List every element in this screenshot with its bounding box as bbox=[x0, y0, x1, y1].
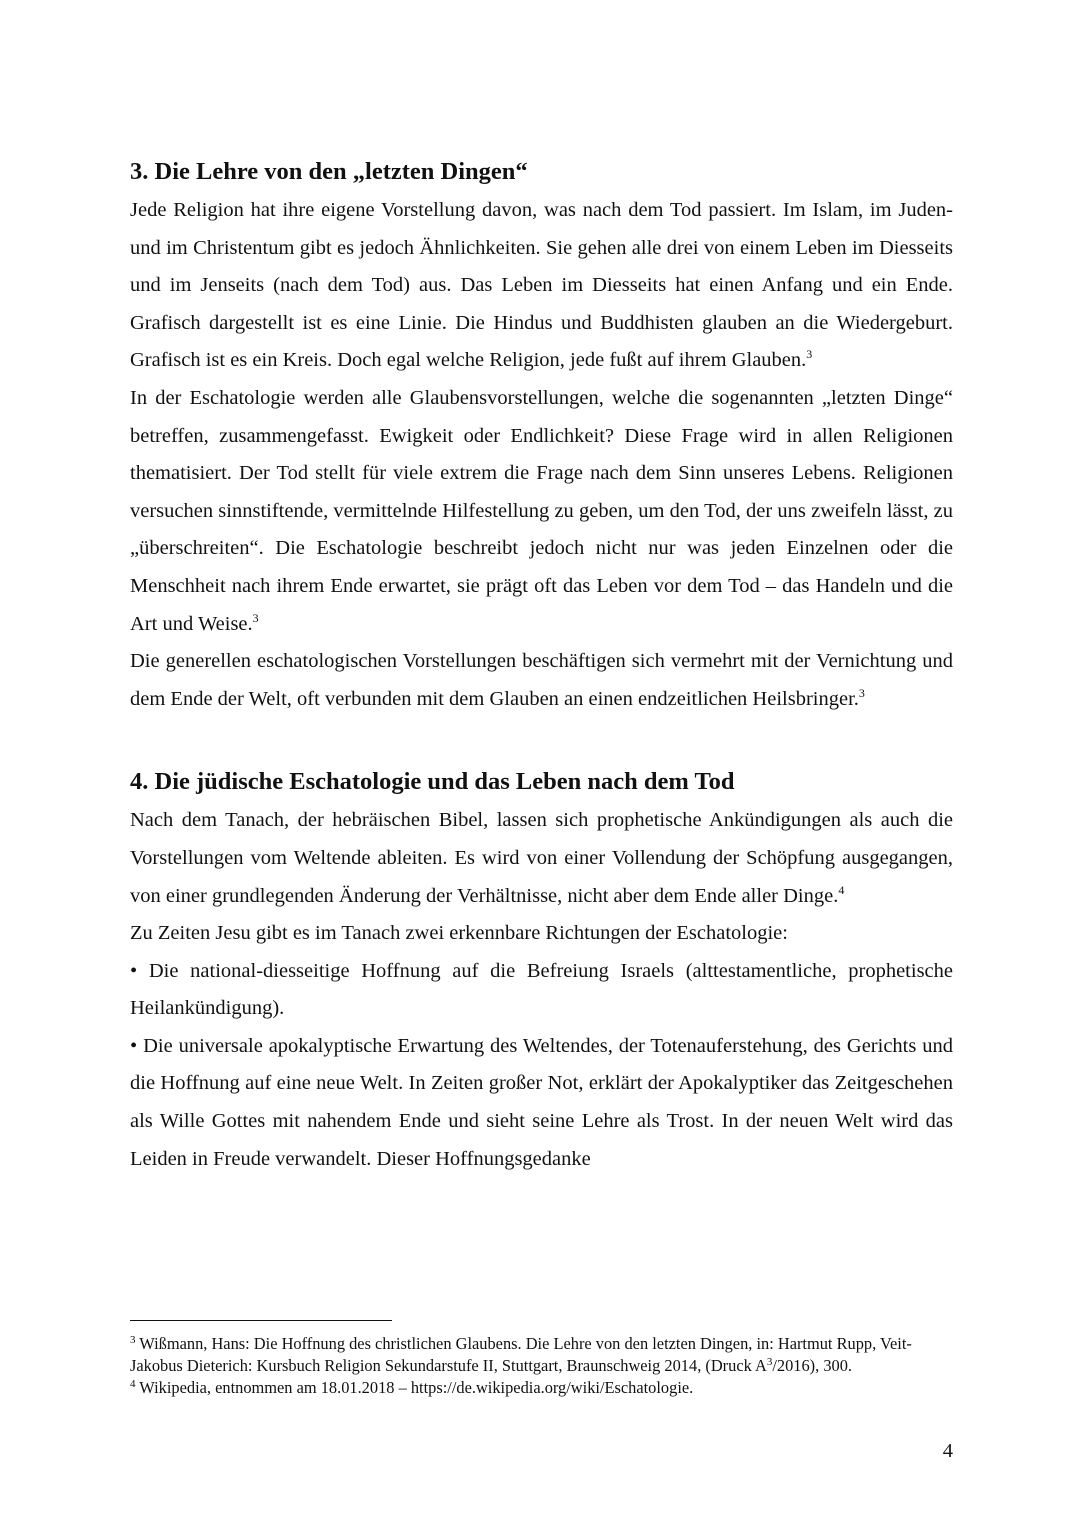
section-4-heading: 4. Die jüdische Eschatologie und das Leben nach dem Tod bbox=[130, 768, 735, 796]
section-4-bullet-1: • Die national-diesseitige Hoffnung auf die Befreiung Israels (alttestamentliche, prophetische Heilankündigung). bbox=[130, 959, 953, 1020]
page-number: 4 bbox=[942, 1440, 953, 1462]
section-4-paragraph-1: Nach dem Tanach, der hebräischen Bibel, lassen sich prophetische Ankündigungen als auch die Vorstellungen vom Weltende ableiten. Es wird von einer Vollendung der Schöpfung ausgegangen, von einer grundlegenden Änderung der Verhältnisse, nicht aber dem Ende aller Dinge.$^4$ bbox=[130, 809, 953, 907]
footnote-ref: 3 bbox=[806, 347, 813, 362]
section-4-paragraph-2: Zu Zeiten Jesu gibt es im Tanach zwei erkennbare Richtungen der Eschatologie: bbox=[130, 922, 788, 945]
footnote-3: $^3$ Wißmann, Hans: Die Hoffnung des christlichen Glaubens. Die Lehre von den letzten Dingen, in: Hartmut Rupp, Veit-Jakobus Dieterich: Kursbuch Religion Sekundarstufe II, Stuttgart, Braunschweig 2014, (Druck $A^3/2016$), 300. bbox=[130, 1334, 912, 1375]
page-body bbox=[130, 152, 953, 1178]
footnote-divider bbox=[130, 1320, 392, 1321]
footnote-ref: 3 bbox=[252, 610, 259, 625]
section-3-paragraph-1: Jede Religion hat ihre eigene Vorstellung davon, was nach dem Tod passiert. Im Islam, im Juden- und im Christentum gibt es jedoch Ähnlichkeiten. Sie gehen alle drei von einem Leben im Diesseits und im Jenseits (nach dem Tod) aus. Das Leben im Diesseits hat einen Anfang und ein Ende. Grafisch dargestellt ist es eine Linie. Die Hindus und Buddhisten glauben an die Wiedergeburt. Grafisch ist es ein Kreis. Doch egal welche Religion, jede fußt auf ihrem Glauben.$^3$ bbox=[130, 199, 953, 372]
footnote-4: $^4$ Wikipedia, entnommen am 18.01.2018 – https://de.wikipedia.org/wiki/Eschatologie. bbox=[130, 1378, 694, 1397]
section-4-bullet-2: • Die universale apokalyptische Erwartung des Weltendes, der Totenauferstehung, des Gerichts und die Hoffnung auf eine neue Welt. In Zeiten großer Not, erklärt der Apokalyptiker das Zeitgeschehen als Wille Gottes mit nahendem Ende und sieht seine Lehre als Trost. In der neuen Welt wird das Leiden in Freude verwandelt. Dieser Hoffnungsgedanke bbox=[130, 1034, 953, 1170]
footnote-ref: 4 bbox=[838, 882, 845, 897]
footnote-ref: 3 bbox=[858, 685, 865, 700]
section-3-heading: 3. Die Lehre von den „letzten Dingen“ bbox=[130, 158, 528, 185]
footnotes bbox=[130, 1320, 920, 1399]
section-3-paragraph-3: Die generellen eschatologischen Vorstellungen beschäftigen sich vermehrt mit der Vernichtung und dem Ende der Welt, oft verbunden mit dem Glauben an einen endzeitlichen Heilsbringer.$^3$ bbox=[130, 650, 953, 710]
section-3-paragraph-2: In der Eschatologie werden alle Glaubensvorstellungen, welche die sogenannten „letzten Dinge“ betreffen, zusammengefasst. Ewigkeit oder Endlichkeit? Diese Frage wird in allen Religionen thematisiert. Der Tod stellt für viele extrem die Frage nach dem Sinn unseres Lebens. Religionen versuchen sinnstiftende, vermittelnde Hilfestellung zu geben, um den Tod, der uns zweifeln lässt, zu „überschreiten“. Die Eschatologie beschreibt jedoch nicht nur was jeden Einzelnen oder die Menschheit nach ihrem Ende erwartet, sie prägt oft das Leben vor dem Tod – das Handeln und die Art und Weise.$^3$ bbox=[130, 386, 953, 635]
